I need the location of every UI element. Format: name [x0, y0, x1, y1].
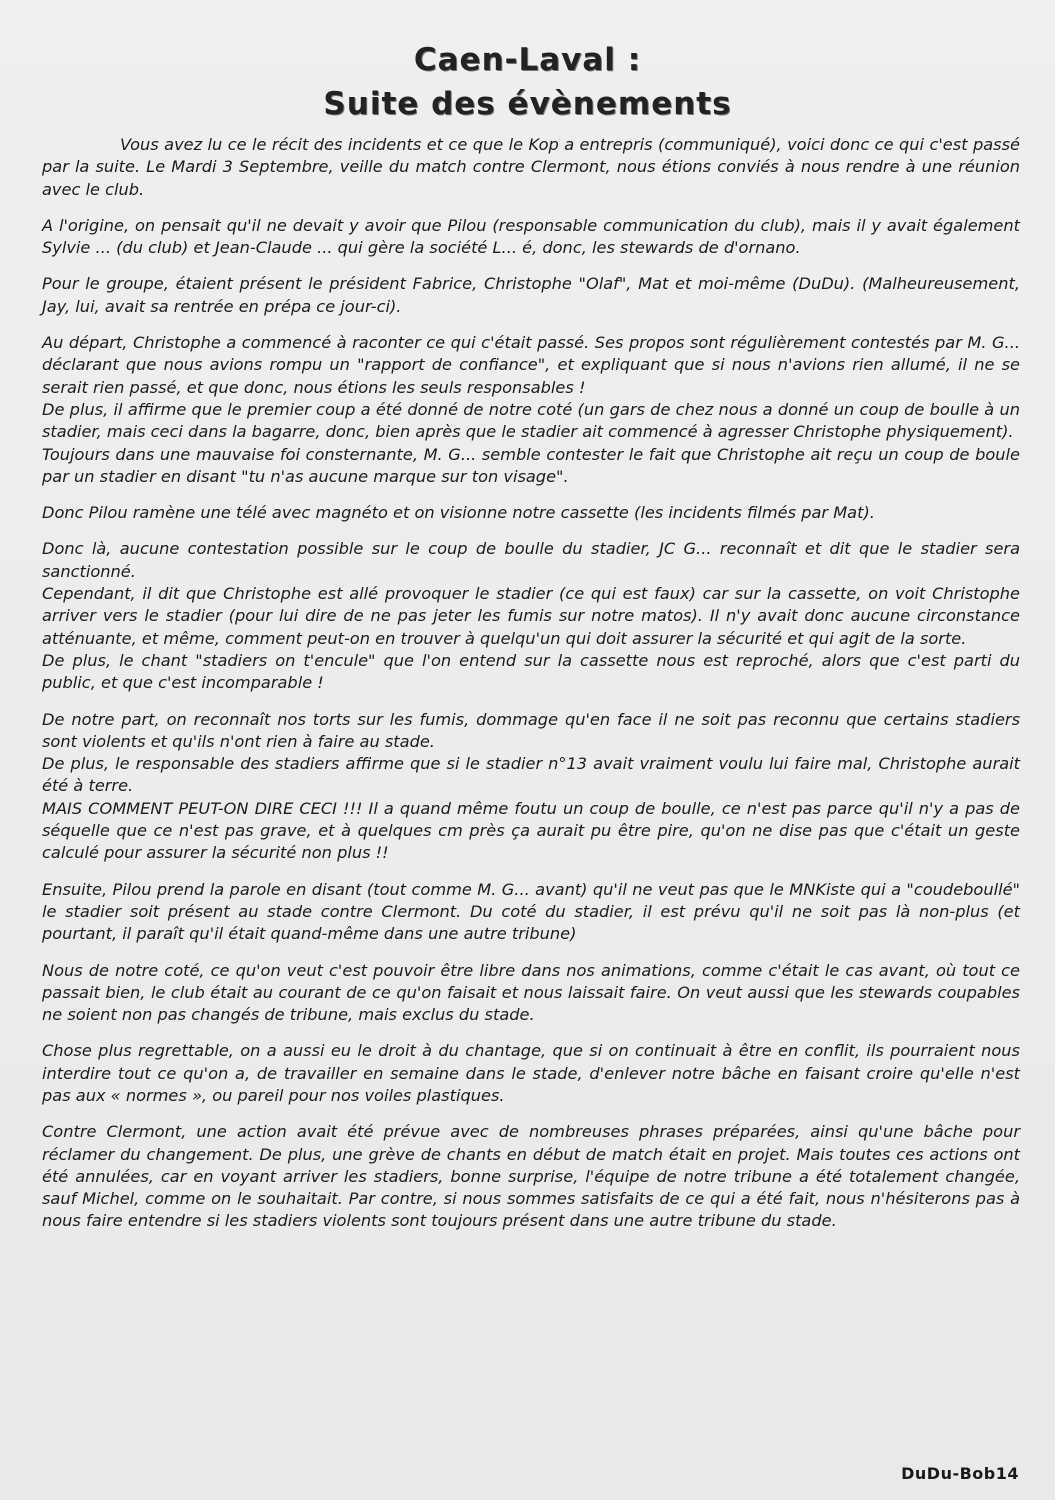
paragraph-10: De plus, le chant "stadiers on t'encule" que l'on entend sur la cassette nous est reproché, alors que c'est parti du public, et que c'est incomparable ! — [42, 650, 1020, 693]
paragraph-17: Contre Clermont, une action avait été prévue avec de nombreuses phrases préparées, ainsi qu'une bâche pour réclamer du changement. De plus, une grève de chants en début de match était en projet. Mais toutes ces actions ont été annulées, car en voyant arriver les stadiers, bonne surprise, l'équipe de notre tribune a été totalement changée, sauf Michel, comme on le souhaitait. Par contre, si nous sommes satisfaits de ce qui a été fait, nous n'hésiterons pas à nous faire entendre si les stadiers violents sont toujours présent dans une autre tribune du stade. — [42, 1122, 1020, 1231]
paragraph-11: De notre part, on reconnaît nos torts sur les fumis, dommage qu'en face il ne soit pas reconnu que certains stadiers sont violents et qu'ils n'ont rien à faire au stade. — [42, 709, 1020, 751]
paragraph-7: Donc Pilou ramène une télé avec magnéto et on visionne notre cassette (les incidents filmés par Mat). — [42, 503, 875, 523]
paragraph-8: Donc là, aucune contestation possible sur le coup de boulle du stadier, JC G... reconnaît et dit que le stadier sera sanctionné. — [42, 539, 1020, 581]
paragraph-5: De plus, il affirme que le premier coup a été donné de notre coté (un gars de chez nous a donné un coup de boulle à un stadier, mais ceci dans la bagarre, donc, bien après que le stadier ait commencé à agresser Christophe physiquement). — [42, 399, 1020, 442]
paragraph-4: Au départ, Christophe a commencé à raconter ce qui c'était passé. Ses propos sont régulièrement contestés par M. G... déclarant que nous avions rompu un "rapport de confiance", et expliquant que si nous n'avions rien allumé, il ne se serait rien passé, et que donc, nous étions les seuls responsables ! — [42, 333, 1020, 397]
paragraph-6: Toujours dans une mauvaise foi consternante, M. G... semble contester le fait que Christophe ait reçu un coup de boule par un stadier en disant "tu n'as aucune marque sur ton visage". — [42, 444, 1020, 486]
paragraph-13: MAIS COMMENT PEUT-ON DIRE CECI !!! Il a quand même foutu un coup de boulle, ce n'est pas parce qu'il n'y a pas de séquelle que ce n'est pas grave, et à quelques cm près ça aurait pu être pire, qu'on ne dise pas que c'était un geste calculé pour assurer la sécurité non plus !! — [42, 798, 1020, 863]
paragraph-15: Nous de notre coté, ce qu'on veut c'est pouvoir être libre dans nos animations, comme c'était le cas avant, où tout ce passait bien, le club était au courant de ce qu'on faisait et nous laissait faire. On veut aussi que les stewards coupables ne soient non pas changés de tribune, mais exclus du stade. — [42, 960, 1020, 1025]
paragraph-14: Ensuite, Pilou prend la parole en disant (tout comme M. G... avant) qu'il ne veut pas que le MNKiste qui a "coudeboullé" le stadier soit présent au stade contre Clermont. Du coté du stadier, il est prévu qu'il ne soit pas là non-plus (et pourtant, il paraît qu'il était quand-même dans une autre tribune) — [42, 879, 1020, 944]
paragraph-1: Vous avez lu ce le récit des incidents et ce que le Kop a entrepris (communiqué), voici donc ce qui c'est passé par la suite. Le Mardi 3 Septembre, veille du match contre Clermont, nous étions conviés à nous rendre à une réunion avec le club. — [42, 135, 1020, 199]
paragraph-9: Cependant, il dit que Christophe est allé provoquer le stadier (ce qui est faux) car sur la cassette, on voit Christophe arriver vers le stadier (pour lui dire de ne pas jeter les fumis sur notre matos). Il n'y avait donc aucune circonstance atténuante, et même, comment peut-on en trouver à quelqu'un qui doit assurer la sécurité et qui agit de la sorte. — [42, 584, 1020, 648]
article-body — [42, 134, 1020, 1247]
paragraph-12: De plus, le responsable des stadiers affirme que si le stadier n°13 avait vraiment voulu lui faire mal, Christophe aurait été à terre. — [42, 754, 1020, 796]
page-title-line-2: Suite des évènements — [323, 86, 732, 122]
author-signature: DuDu-Bob14 — [901, 1464, 1019, 1483]
page-title-line-1: Caen-Laval : — [413, 42, 642, 78]
paragraph-16: Chose plus regrettable, on a aussi eu le droit à du chantage, que si on continuait à être en conflit, ils pourraient nous interdire tout ce qu'on a, de travailler en semaine dans le stade, d'enlever notre bâche en faisant croire qu'elle n'est pas aux « normes », ou pareil pour nos voiles plastiques. — [42, 1041, 1020, 1105]
paragraph-3: Pour le groupe, étaient présent le président Fabrice, Christophe "Olaf", Mat et moi-même (DuDu). (Malheureusement, Jay, lui, avait sa rentrée en prépa ce jour-ci). — [42, 274, 1020, 316]
paragraph-2: A l'origine, on pensait qu'il ne devait y avoir que Pilou (responsable communication du club), mais il y avait également Sylvie ... (du club) et Jean-Claude ... qui gère la société L... é, donc, les stewards de d'ornano. — [42, 215, 1020, 258]
